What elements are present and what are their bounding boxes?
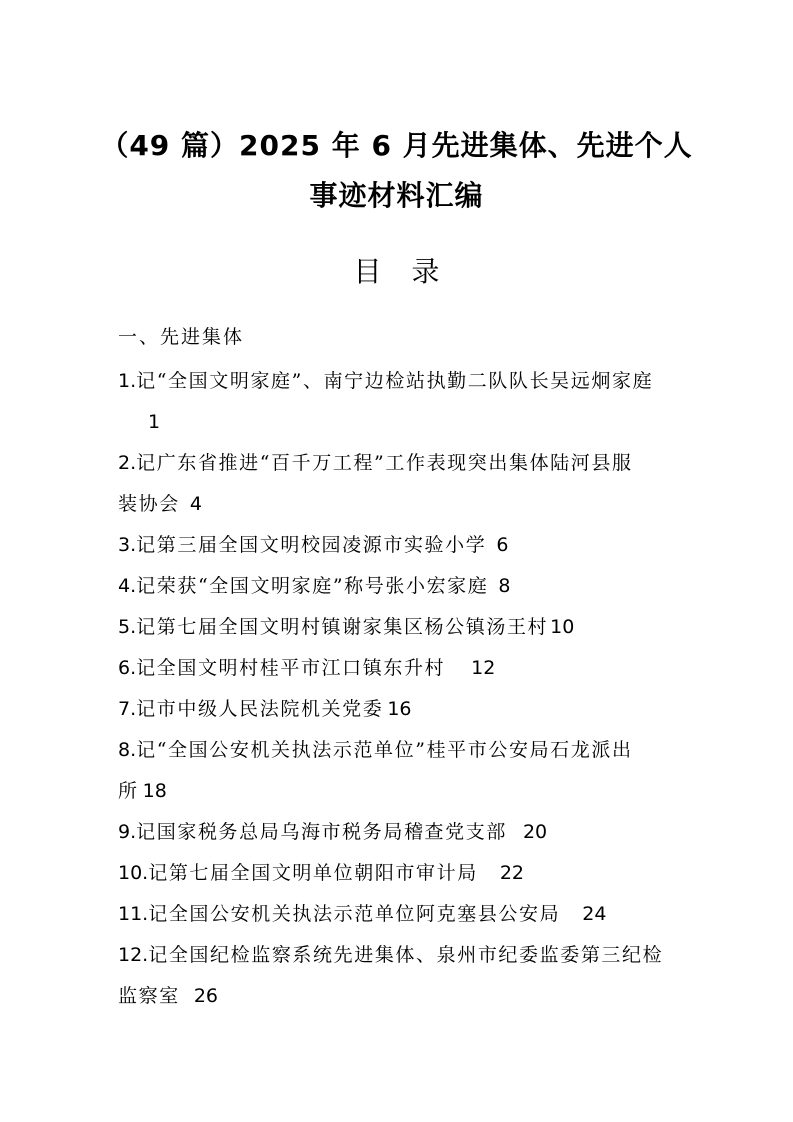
toc-entry[interactable]	[118, 730, 678, 812]
toc-entry-text: 记广东省推进“百千万工程”工作表现突出集体陆河县服	[136, 452, 633, 474]
toc-entry[interactable]	[118, 812, 678, 853]
toc-entry-page: 18	[142, 780, 167, 802]
toc-entry-number: 10.	[118, 862, 149, 884]
toc-entry[interactable]	[118, 361, 678, 443]
toc-entry-page: 8	[498, 575, 511, 597]
toc-entry-number: 11.	[118, 903, 149, 925]
toc-entry[interactable]	[118, 894, 678, 935]
toc-entry-number: 1.	[118, 370, 137, 392]
toc-entry-text-continued: 所	[118, 780, 139, 802]
toc-entry[interactable]	[118, 689, 678, 730]
toc-entry-page: 24	[582, 903, 607, 925]
toc-entry-number: 8.	[118, 739, 137, 761]
toc-entry-number: 7.	[118, 698, 137, 720]
toc-heading-right: 录	[411, 255, 440, 288]
toc-entry-text: 记荣获“全国文明家庭”称号张小宏家庭	[136, 575, 489, 597]
toc-entry[interactable]	[118, 443, 678, 525]
toc-heading-left: 目	[353, 255, 382, 288]
toc-entry-text: 记全国纪检监察系统先进集体、泉州市纪委监委第三纪检	[148, 944, 664, 966]
toc-entry-page: 26	[193, 985, 218, 1007]
toc-entry[interactable]	[118, 607, 678, 648]
toc-entry-text: 记全国文明村桂平市江口镇东升村	[136, 657, 446, 679]
toc-entry-number: 9.	[118, 821, 137, 843]
toc-entry[interactable]	[118, 648, 678, 689]
toc-entry-text: 记第三届全国文明校园凌源市实验小学	[136, 534, 487, 556]
toc-heading	[0, 250, 793, 290]
toc-entry-number: 4.	[118, 575, 137, 597]
toc-entry-text-continued: 装协会	[118, 493, 180, 515]
toc-list	[118, 361, 678, 1017]
toc-entry-page: 1	[148, 411, 161, 433]
document-title-line-2: 事迹材料汇编	[309, 179, 484, 212]
toc-entry-page: 16	[387, 698, 412, 720]
toc-entry-text: 记“全国文明家庭”、南宁边检站执勤二队队长吴远炯家庭	[136, 370, 654, 392]
toc-entry-number: 6.	[118, 657, 137, 679]
toc-entry-text: 记第七届全国文明村镇谢家集区杨公镇汤王村	[136, 616, 549, 638]
toc-entry[interactable]	[118, 853, 678, 894]
toc-entry-number: 12.	[118, 944, 149, 966]
toc-entry-page: 4	[189, 493, 202, 515]
toc-entry[interactable]	[118, 935, 678, 1017]
toc-entry[interactable]	[118, 525, 678, 566]
toc-section-heading: 一、先进集体	[118, 326, 245, 348]
toc-entry-text: 记国家税务总局乌海市税务局稽查党支部	[136, 821, 507, 843]
toc-entry-text: 记“全国公安机关执法示范单位”桂平市公安局石龙派出	[136, 739, 633, 761]
toc-entry-page: 20	[522, 821, 548, 843]
toc-entry-page: 12	[471, 657, 496, 679]
toc-entry-number: 5.	[118, 616, 137, 638]
document-title-line-1: （49 篇）2025 年 6 月先进集体、先进个人	[100, 129, 693, 162]
toc-entry-number: 2.	[118, 452, 137, 474]
toc-entry-page: 6	[496, 534, 509, 556]
toc-entry[interactable]	[118, 566, 678, 607]
toc-entry-text-continued: 监察室	[118, 985, 180, 1007]
toc-entry-text: 记第七届全国文明单位朝阳市审计局	[148, 862, 478, 884]
toc-entry-text: 记全国公安机关执法示范单位阿克塞县公安局	[148, 903, 561, 925]
toc-entry-number: 3.	[118, 534, 137, 556]
toc-entry-text: 记市中级人民法院机关党委	[136, 698, 384, 720]
toc-entry-page: 10	[550, 616, 575, 638]
toc-entry-page: 22	[499, 862, 525, 884]
